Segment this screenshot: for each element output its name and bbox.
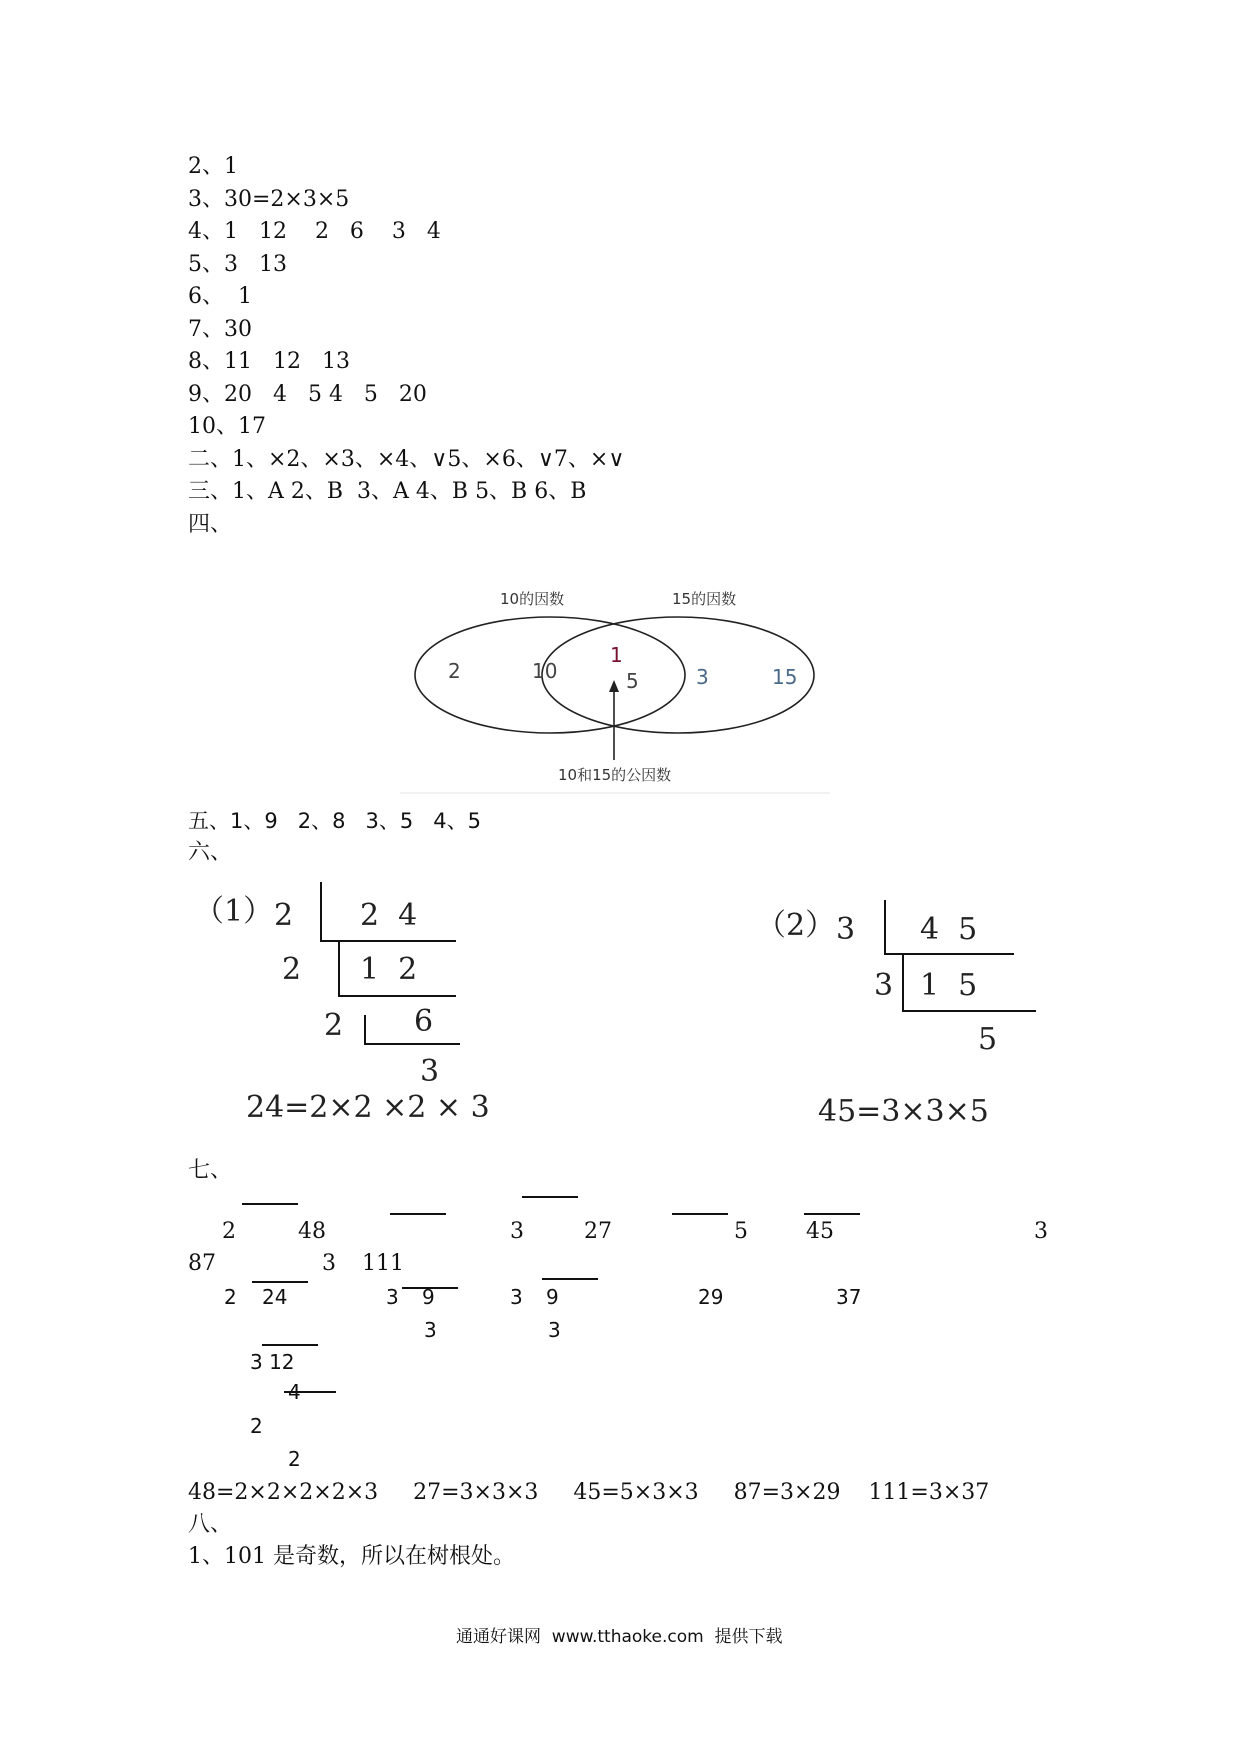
s7-r1-6: 45: [806, 1219, 834, 1244]
part2-divisor-2: 3: [874, 968, 894, 1003]
part1-vbar-3: [364, 1015, 366, 1045]
part1-hbar-3: [364, 1043, 460, 1045]
part2-result: 45=3×3×5: [818, 1094, 989, 1129]
s7-r3-4: 9: [422, 1285, 435, 1309]
s7-r1-7: 3: [1034, 1219, 1048, 1244]
answer-line-5: 6、 1: [188, 284, 252, 309]
part1-divisor-2: 2: [282, 952, 302, 987]
s7-r3-6: 9: [546, 1285, 559, 1309]
answer-line-4: 5、3 13: [188, 252, 287, 277]
s7-r3-3: 3: [386, 1285, 399, 1309]
part1-row-3: 6: [414, 1004, 434, 1039]
part2-row-2: 1 5: [920, 968, 978, 1003]
venn-diagram: [400, 580, 840, 795]
s7-r1-3: 3: [510, 1219, 524, 1244]
page-footer: 通通好课网 www.tthaoke.com 提供下载: [456, 1627, 783, 1647]
s7-r4-1: 3: [424, 1318, 437, 1342]
part2-row-1: 4 5: [920, 912, 978, 947]
answer-line-7: 8、11 12 13: [188, 349, 350, 374]
part1-result: 24=2×2 ×2 × 3: [246, 1090, 490, 1125]
venn-left-value-2: 10: [532, 659, 558, 683]
answer-line-3: 4、1 12 2 6 3 4: [188, 219, 441, 244]
part2-vbar-1: [884, 900, 886, 954]
section-8-heading: 八、: [188, 1512, 233, 1537]
answer-line-8: 9、20 4 5 4 5 20: [188, 382, 427, 407]
answer-line-12: 四、: [188, 512, 233, 537]
venn-common-value-1: 1: [610, 643, 623, 667]
s7-bar-27b: [522, 1196, 578, 1198]
venn-right-value-1: 3: [696, 665, 709, 689]
part1-quotient: 3: [420, 1054, 440, 1089]
s7-bar-48: [242, 1203, 298, 1205]
part1-divisor-1: 2: [274, 898, 294, 933]
part1-label: （1）: [194, 894, 274, 929]
s7-r2-3: 111: [362, 1251, 404, 1276]
s7-r7-1: 2: [250, 1414, 263, 1438]
venn-right-value-2: 15: [772, 665, 798, 689]
part1-row-2: 1 2: [360, 952, 418, 987]
s7-r3-2: 24: [262, 1285, 288, 1309]
s7-r3-1: 2: [224, 1285, 237, 1309]
s7-bar-9b: [542, 1278, 598, 1280]
section-7-heading: 七、: [188, 1158, 233, 1183]
section-6-heading: 六、: [188, 840, 233, 865]
venn-arrow-head: [609, 680, 619, 692]
part2-hbar-2: [902, 1010, 1036, 1012]
part1-vbar-1: [320, 882, 322, 940]
s7-r1-2: 48: [298, 1219, 326, 1244]
part2-quotient: 5: [978, 1022, 998, 1057]
part1-hbar-1: [320, 940, 456, 942]
s7-r2-1: 87: [188, 1251, 216, 1276]
s7-r3-8: 37: [836, 1285, 862, 1309]
part2-vbar-2: [902, 953, 904, 1011]
s7-bar-5: [672, 1213, 728, 1215]
venn-left-title: 10的因数: [500, 590, 565, 608]
answer-line-9: 10、17: [188, 414, 266, 439]
answer-line-2: 3、30=2×3×5: [188, 187, 350, 212]
venn-left-value-1: 2: [448, 659, 461, 683]
part2-divisor-1: 3: [836, 912, 856, 947]
answer-line-10: 二、1、×2、×3、×4、∨5、×6、∨7、×∨: [188, 447, 625, 472]
section-8-item-1: 1、101 是奇数，所以在树根处。: [188, 1544, 515, 1569]
s7-results: 48=2×2×2×2×3 27=3×3×3 45=5×3×3 87=3×29 111=3×37: [188, 1480, 990, 1505]
s7-r5-1: 3 12: [250, 1350, 295, 1374]
venn-arrow-label: 10和15的公因数: [558, 766, 672, 784]
venn-right-title: 15的因数: [672, 590, 737, 608]
venn-common-value-2: 5: [626, 669, 639, 693]
s7-r1-4: 27: [584, 1219, 612, 1244]
s7-bar-24: [252, 1281, 308, 1283]
s7-bar-27: [390, 1213, 446, 1215]
answer-line-6: 7、30: [188, 317, 252, 342]
section-5: 五、1、9 2、8 3、5 4、5: [188, 809, 481, 833]
answer-line-11: 三、1、A 2、B 3、A 4、B 5、B 6、B: [188, 479, 587, 504]
part2-label: （2）: [756, 908, 836, 943]
s7-bar-45: [804, 1213, 860, 1215]
s7-r3-7: 29: [698, 1285, 724, 1309]
answer-line-1: 2、1: [188, 154, 238, 179]
part1-divisor-3: 2: [324, 1008, 344, 1043]
s7-bar-12: [262, 1344, 318, 1346]
part1-vbar-2: [338, 940, 340, 996]
part1-row-1: 2 4: [360, 898, 418, 933]
s7-r1-5: 5: [734, 1219, 748, 1244]
s7-r1-1: 2: [222, 1219, 236, 1244]
s7-r3-5: 3: [510, 1285, 523, 1309]
s7-r8-1: 2: [288, 1447, 301, 1471]
part1-hbar-2: [338, 995, 456, 997]
s7-r2-2: 3: [322, 1251, 336, 1276]
s7-r6-1: 4: [288, 1380, 301, 1404]
s7-r4-2: 3: [548, 1318, 561, 1342]
